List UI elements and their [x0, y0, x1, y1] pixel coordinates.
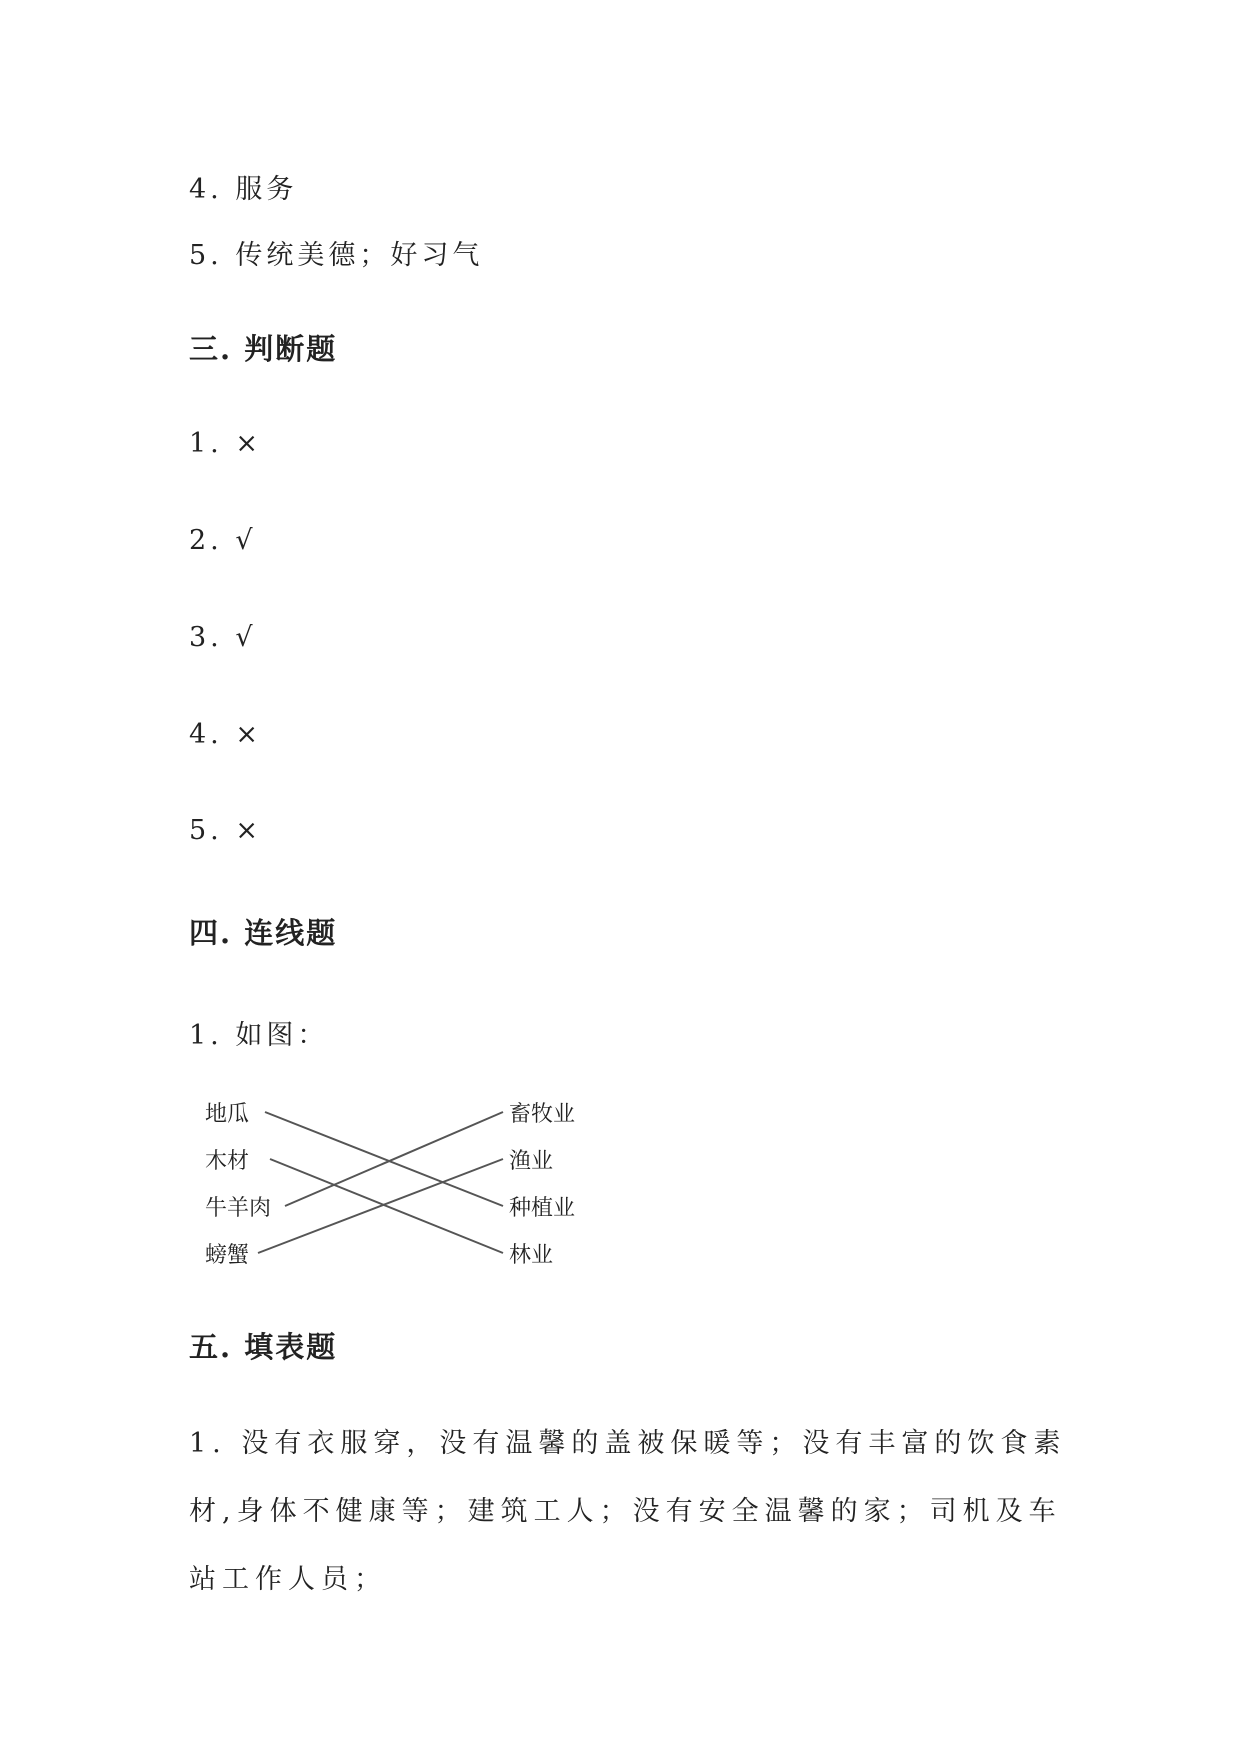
right-item: 种植业 — [509, 1196, 576, 1221]
left-item: 木材 — [205, 1149, 250, 1174]
section-heading: 四. 连线题 — [189, 916, 338, 950]
right-item: 畜牧业 — [509, 1102, 576, 1127]
left-item: 地瓜 — [205, 1102, 250, 1127]
answer-line: 4. 服务 — [189, 174, 298, 205]
connector-line — [265, 1112, 503, 1206]
judgment-answer: 2. √ — [189, 525, 257, 556]
right-item: 林业 — [509, 1243, 554, 1268]
left-item: 牛羊肉 — [205, 1196, 272, 1221]
connector-line — [285, 1112, 503, 1206]
answer-line: 5. 传统美德；好习气 — [189, 240, 484, 271]
judgment-answer: 5. × — [189, 815, 262, 846]
judgment-answer: 3. √ — [189, 622, 257, 653]
judgment-answer: 4. × — [189, 719, 262, 750]
judgment-answer: 1. × — [189, 428, 262, 459]
matching-diagram — [205, 1095, 605, 1295]
question-label: 1. 如图： — [189, 1020, 329, 1051]
right-item: 渔业 — [509, 1149, 554, 1174]
section-heading: 五. 填表题 — [189, 1330, 338, 1364]
table-answer-paragraph: 1. 没有衣服穿，没有温馨的盖被保暖等；没有丰富的饮食素材,身体不健康等；建筑工人；没有安全温馨的家；司机及车站工作人员； — [189, 1428, 1067, 1595]
left-item: 螃蟹 — [205, 1243, 250, 1268]
section-heading: 三. 判断题 — [189, 332, 338, 366]
